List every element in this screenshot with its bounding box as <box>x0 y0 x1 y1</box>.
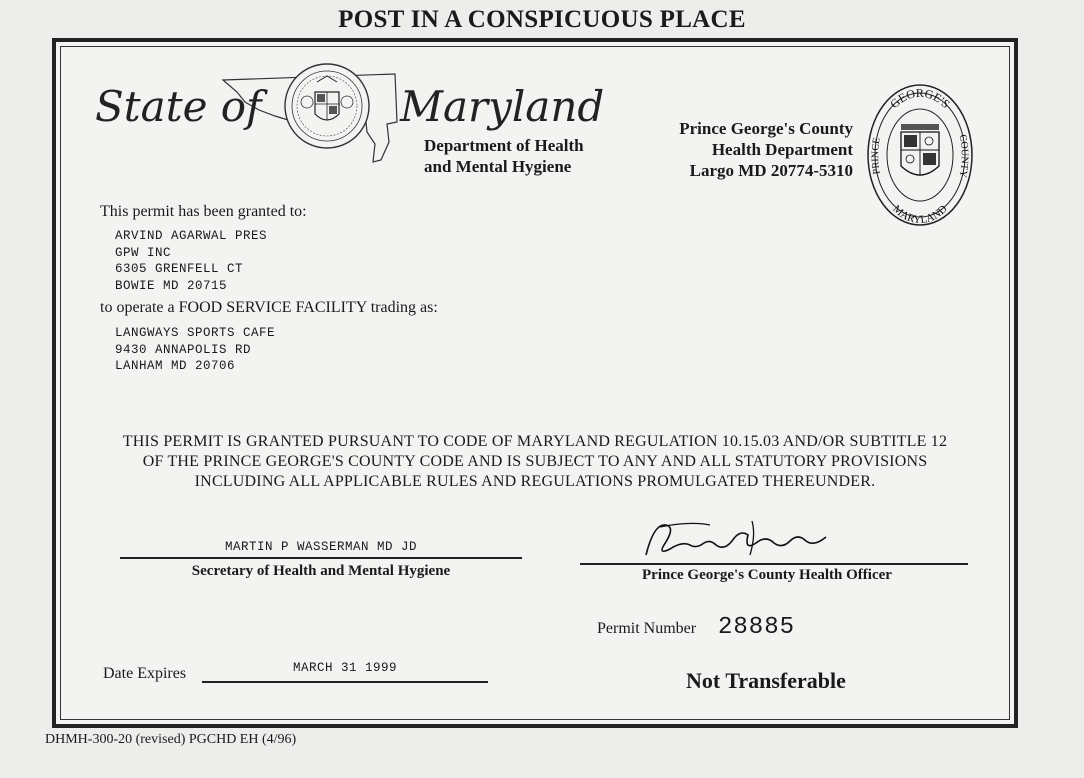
grantee-line: ARVIND AGARWAL PRES <box>115 229 268 243</box>
officer-title: Prince George's County Health Officer <box>642 567 892 583</box>
page-header-title: POST IN A CONSPICUOUS PLACE <box>338 6 746 33</box>
state-department-line2: and Mental Hygiene <box>424 157 572 176</box>
secretary-name: MARTIN P WASSERMAN MD JD <box>224 540 418 554</box>
facility-line: 9430 ANNAPOLIS RD <box>115 342 252 357</box>
legal-statement <box>60 432 1010 492</box>
date-expires-value: MARCH 31 1999 <box>292 661 398 675</box>
facility-line: LANHAM MD 20706 <box>115 359 236 373</box>
facility-address-block <box>115 325 275 375</box>
county-department-line1: Prince George's County <box>679 119 853 138</box>
seal-bottom-text: MARYLAND <box>890 202 950 227</box>
seal-right-text: COUNTY <box>956 133 970 179</box>
maryland-script: Maryland <box>400 82 605 131</box>
date-expires-line <box>202 681 488 683</box>
county-seal-graphic <box>865 82 975 228</box>
operation-statement <box>100 299 438 317</box>
facility-type: FOOD SERVICE FACILITY <box>178 299 367 316</box>
grantee-intro: This permit has been granted to: <box>100 203 307 220</box>
county-department <box>600 118 853 181</box>
permit-number-label: Permit Number <box>597 620 697 637</box>
grantee-address-block <box>115 228 267 294</box>
operation-prefix: to operate a <box>100 299 179 316</box>
grantee-line: GPW INC <box>115 245 172 260</box>
grantee-line: BOWIE MD 20715 <box>115 278 228 293</box>
not-transferable-notice: Not Transferable <box>686 668 846 693</box>
legal-line: INCLUDING ALL APPLICABLE RULES AND REGULATIONS PROMULGATED THEREUNDER. <box>194 473 876 490</box>
state-department <box>424 135 584 177</box>
seal-top-text: GEORGE'S <box>887 85 953 112</box>
county-department-line3: Largo MD 20774-5310 <box>689 161 853 180</box>
state-of-script: State of <box>95 82 262 131</box>
facility-line: LANGWAYS SPORTS CAFE <box>115 326 276 340</box>
state-department-line1: Department of Health <box>424 136 584 155</box>
officer-signature-icon <box>640 515 840 563</box>
county-department-line2: Health Department <box>711 140 853 159</box>
officer-signature-line <box>580 563 968 565</box>
secretary-title: Secretary of Health and Mental Hygiene <box>191 563 451 579</box>
legal-line: THIS PERMIT IS GRANTED PURSUANT TO CODE OF MARYLAND REGULATION 10.15.03 AND/OR SUBTITLE 12 <box>122 433 948 450</box>
form-code: DHMH-300-20 (revised) PGCHD EH (4/96) <box>45 732 297 747</box>
permit-number-value: 28885 <box>718 614 796 641</box>
seal-left-text: PRINCE <box>870 137 883 176</box>
grantee-line: 6305 GRENFELL CT <box>115 262 244 276</box>
operation-suffix: trading as: <box>366 299 438 316</box>
legal-line: OF THE PRINCE GEORGE'S COUNTY CODE AND IS SUBJECT TO ANY AND ALL STATUTORY PROVISIONS <box>142 453 928 470</box>
date-expires-label: Date Expires <box>103 665 187 682</box>
secretary-signature-line <box>120 557 522 559</box>
